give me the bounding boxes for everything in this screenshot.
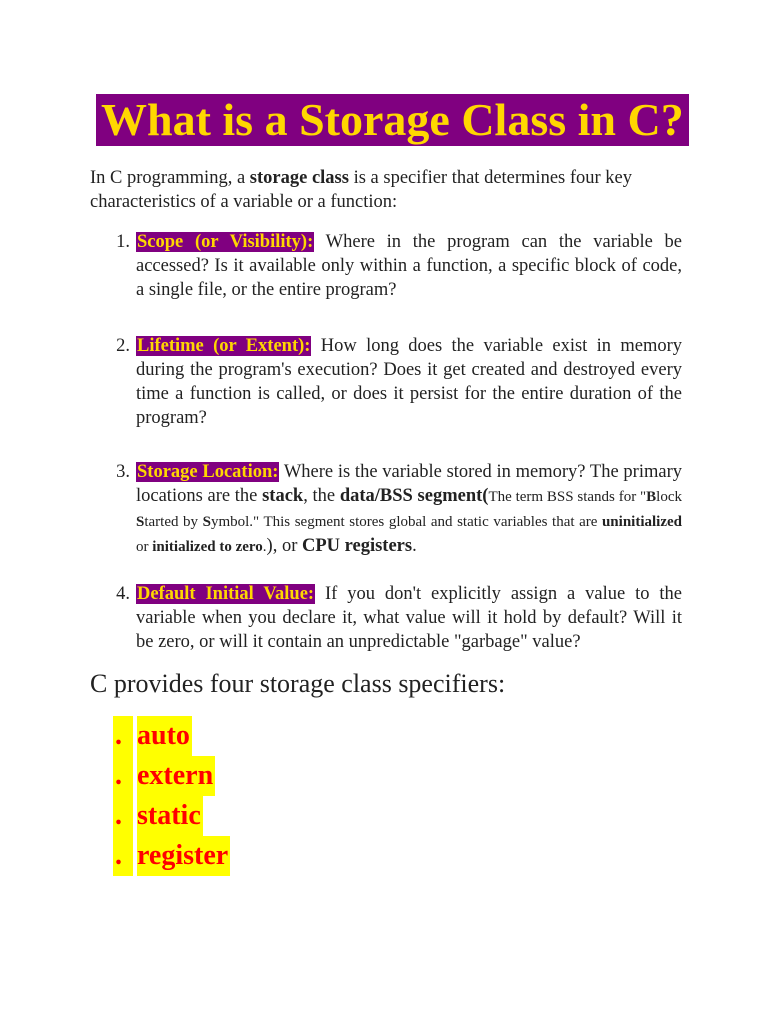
item-number: 1. xyxy=(116,232,130,252)
item-body xyxy=(136,582,682,662)
specifier-label: extern xyxy=(137,756,215,796)
item-bold-term: uninitialized xyxy=(601,514,682,530)
bullet-icon: . xyxy=(113,756,133,796)
specifier-item xyxy=(113,756,230,796)
item-note-text: lock xyxy=(656,489,682,505)
item-number: 4. xyxy=(116,584,130,604)
specifiers-heading: C provides four storage class specifiers: xyxy=(90,669,506,698)
item-body xyxy=(136,460,682,582)
intro-text: is a specifier that determines four key characteristics of a variable or a function: xyxy=(90,168,633,212)
list-item xyxy=(90,334,682,460)
bullet-icon: . xyxy=(113,796,133,836)
list-item xyxy=(90,460,682,582)
item-note-text: ymbol." This segment stores global and static variables that are xyxy=(210,514,602,530)
item-label: Scope (or Visibility): xyxy=(137,232,314,252)
intro-text: In C programming, a xyxy=(90,168,250,188)
page-title: What is a Storage Class in C? xyxy=(96,94,689,146)
item-text: . xyxy=(412,536,417,556)
specifier-item xyxy=(113,796,230,836)
characteristics-list xyxy=(90,230,682,662)
item-note-text: The term BSS stands for " xyxy=(488,489,647,505)
item-text: Where in the program can the variable be accessed? Is it available only within a function, a specific block of code, a single file, or the entire program? xyxy=(136,232,682,300)
item-text: How long does the variable exist in memory during the program's execution? Does it get created and destroyed every time a function is called, or does it persist for the entire duration of the program? xyxy=(136,336,682,428)
specifiers-list xyxy=(113,716,230,876)
item-text: ), or xyxy=(266,536,302,556)
item-bold-term: data/BSS segment( xyxy=(339,486,489,506)
bullet-icon: . xyxy=(113,836,133,876)
intro-paragraph xyxy=(90,166,680,214)
item-note-text: tarted by xyxy=(144,514,203,530)
item-bold-letter: B xyxy=(646,489,657,505)
item-label: Default Initial Value: xyxy=(137,584,315,604)
list-item xyxy=(90,582,682,662)
item-note-text: . xyxy=(262,539,267,555)
specifier-label: static xyxy=(137,796,203,836)
item-bold-term: CPU registers xyxy=(301,536,413,556)
item-body xyxy=(136,334,682,460)
bullet-icon: . xyxy=(113,716,133,756)
intro-bold-term: storage class xyxy=(249,168,349,188)
title-block xyxy=(96,94,684,146)
item-note-text: or xyxy=(136,539,153,555)
item-bold-term: initialized to zero xyxy=(152,539,263,555)
specifier-item xyxy=(113,836,230,876)
item-number: 3. xyxy=(116,462,130,482)
specifier-label: auto xyxy=(137,716,192,756)
specifier-item xyxy=(113,716,230,756)
item-label: Storage Location: xyxy=(137,462,279,482)
item-number: 2. xyxy=(116,336,130,356)
item-bold-term: stack xyxy=(262,486,304,506)
item-body xyxy=(136,230,682,334)
item-text: , the xyxy=(303,486,340,506)
item-bold-letter: S xyxy=(202,514,211,530)
specifier-label: register xyxy=(137,836,230,876)
item-text: Where is the variable stored in memory? The primary locations are the xyxy=(136,462,682,506)
item-text: If you don't explicitly assign a value to the variable when you declare it, what value will it hold by default? Will it be zero, or will it contain an unpredictable "garbage" value? xyxy=(136,584,682,652)
item-bold-letter: S xyxy=(136,514,145,530)
item-label: Lifetime (or Extent): xyxy=(137,336,311,356)
list-item xyxy=(90,230,682,334)
